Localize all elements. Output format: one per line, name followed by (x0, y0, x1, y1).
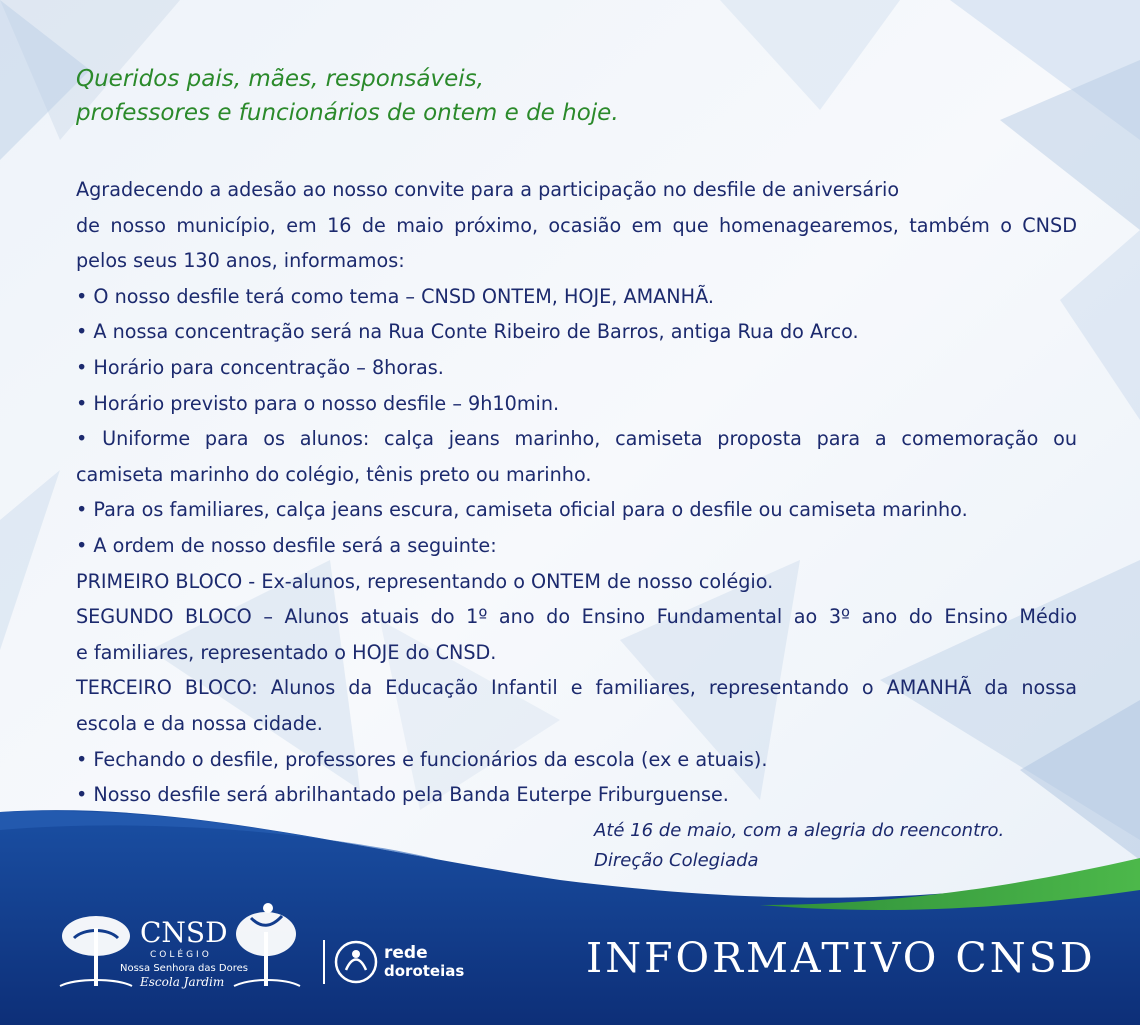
intro-line-2: de nosso município, em 16 de maio próximo, ocasião em que homenagearemos, também o CNSD (76, 213, 1077, 237)
list-item-horario-concentracao: • Horário para concentração – 8horas. (76, 355, 444, 379)
signature-line-2: Direção Colegiada (594, 850, 759, 871)
greeting-heading (76, 62, 619, 130)
bloco-segundo: SEGUNDO BLOCO – Alunos atuais do 1º ano do Ensino Fundamental ao 3º ano do Ensino Médio (76, 605, 1077, 629)
rede-doroteias-icon (336, 942, 376, 982)
signature-line-1: Até 16 de maio, com a alegria do reencontro. (594, 820, 1005, 841)
school-unit: Escola Jardim (140, 975, 225, 989)
list-item-fechando: • Fechando o desfile, professores e funcionários da escola (ex e atuais). (76, 747, 768, 771)
intro-line-3: pelos seus 130 anos, informamos: (76, 249, 405, 273)
cnsd-emblem-icon (60, 916, 132, 986)
list-item-familiares: • Para os familiares, calça jeans escura, camiseta oficial para o desfile ou camiseta marinho. (76, 498, 968, 522)
list-item-tema: • O nosso desfile terá como tema – CNSD ONTEM, HOJE, AMANHÃ. (76, 284, 714, 308)
list-item-banda: • Nosso desfile será abrilhantado pela Banda Euterpe Friburguense. (76, 783, 729, 807)
network-name-line-2: doroteias (384, 962, 465, 980)
school-name: Nossa Senhora das Dores (120, 963, 248, 974)
signature (594, 816, 1004, 876)
informativo-title: INFORMATIVO CNSD (586, 934, 1096, 982)
school-abbr: CNSD (140, 916, 228, 949)
list-item-concentracao: • A nossa concentração será na Rua Conte Ribeiro de Barros, antiga Rua do Arco. (76, 320, 859, 344)
intro-line-1: Agradecendo a adesão ao nosso convite para a participação no desfile de aniversário (76, 178, 900, 201)
list-item-ordem: • A ordem de nosso desfile será a seguinte: (76, 533, 497, 557)
list-item-uniforme-cont: camiseta marinho do colégio, tênis preto ou marinho. (76, 462, 592, 486)
bloco-terceiro: TERCEIRO BLOCO: Alunos da Educação Infantil e familiares, representando o AMANHÃ da nossa (76, 676, 1077, 700)
list-item-horario-desfile: • Horário previsto para o nosso desfile – 9h10min. (76, 391, 560, 415)
bloco-primeiro: PRIMEIRO BLOCO - Ex-alunos, representando o ONTEM de nosso colégio. (76, 569, 774, 593)
school-label: COLÉGIO (150, 950, 212, 960)
bloco-terceiro-cont: escola e da nossa cidade. (76, 711, 323, 735)
greeting-line-1: Queridos pais, mães, responsáveis, (76, 66, 484, 92)
greeting-line-2: professores e funcionários de ontem e de hoje. (76, 100, 619, 126)
letter-body (76, 172, 1077, 813)
list-item-uniforme: • Uniforme para os alunos: calça jeans marinho, camiseta proposta para a comemoração ou (76, 427, 1077, 451)
bloco-segundo-cont: e familiares, representado o HOJE do CNSD. (76, 640, 497, 664)
network-name-line-1: rede (384, 943, 428, 963)
